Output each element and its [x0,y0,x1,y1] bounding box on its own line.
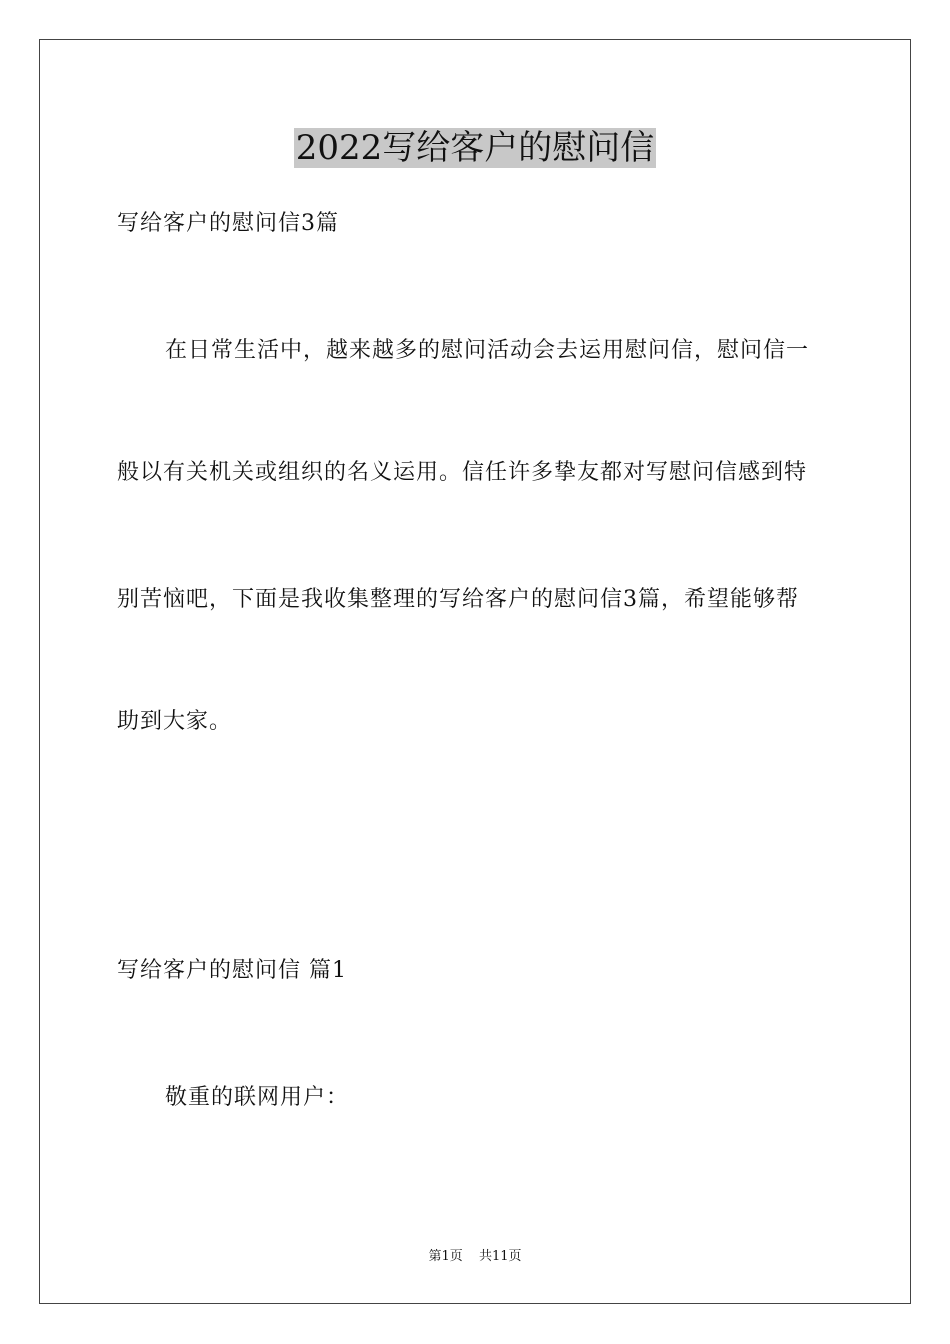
section-heading: 写给客户的慰问信 篇1 [117,958,347,983]
intro-line-2: 般以有关机关或组织的名义运用。信任许多挚友都对写慰问信感到特 [117,460,808,485]
title-text: 2022写给客户的慰问信 [295,128,655,168]
intro-line-3: 别苦恼吧，下面是我收集整理的写给客户的慰问信3篇，希望能够帮 [117,587,799,612]
document-title [0,126,950,170]
page-number: 第1页 [428,1249,463,1264]
page-footer [0,1248,950,1266]
salutation: 敬重的联网用户： [165,1085,350,1110]
intro-line-4: 助到大家。 [117,709,233,734]
page-total: 共11页 [478,1249,522,1264]
intro-line-1: 在日常生活中，越来越多的慰问活动会去运用慰问信，慰问信一 [165,338,810,363]
subtitle: 写给客户的慰问信3篇 [117,211,339,236]
